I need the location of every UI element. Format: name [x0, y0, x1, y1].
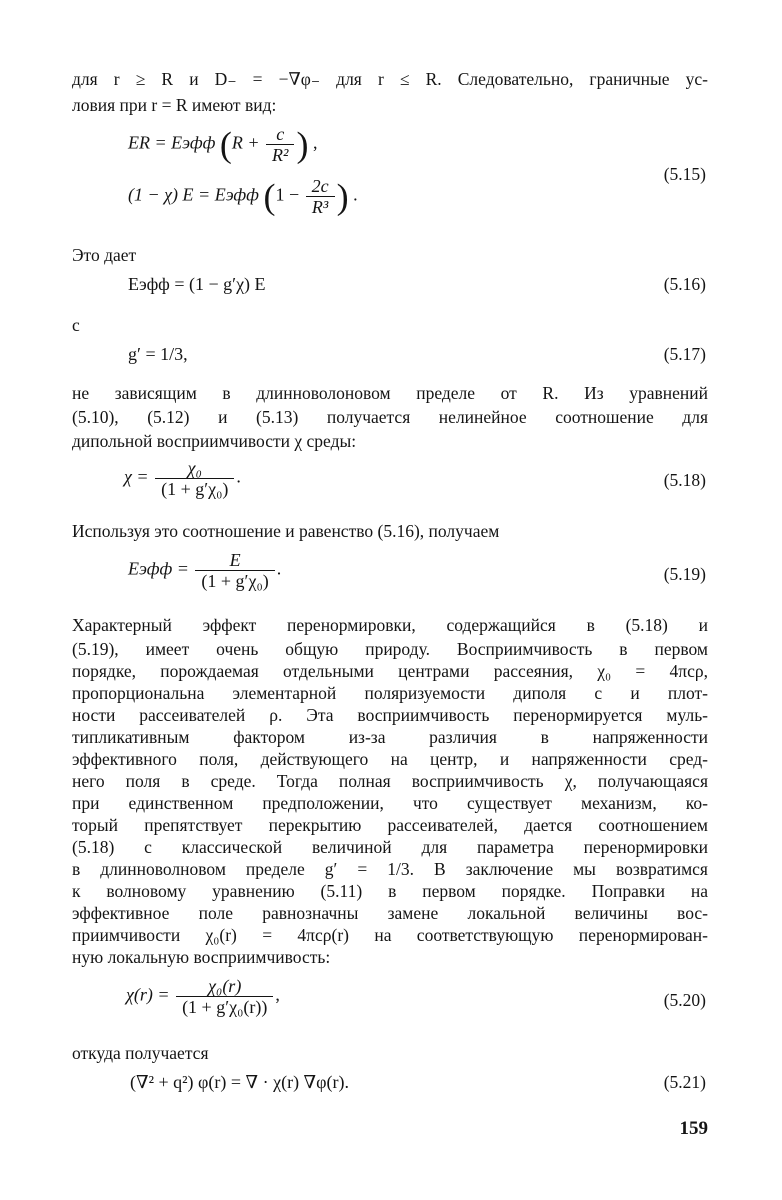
paren-open: (: [263, 176, 276, 217]
text-line: приимчивости χ₀(r) = 4πcρ(r) на соответствующую перенормирован-: [72, 925, 708, 945]
fraction: [195, 550, 274, 591]
text-line: Это дает: [72, 245, 137, 265]
eq-lhs: Eэфф =: [128, 558, 189, 579]
eq-punct: .: [353, 184, 358, 205]
text-line: в длинноволновом пределе g′ = 1/3. В заключение мы возвратимся: [72, 859, 708, 879]
equation-number: (5.15): [663, 164, 706, 184]
fraction: [306, 176, 335, 217]
paren-open: (: [219, 124, 232, 165]
text-line: ную локальную восприимчивость:: [72, 947, 331, 967]
fraction-denominator: (1 + g′χ₀): [161, 479, 229, 499]
text-line: эффективное поле равнозначны замене локальной величины вос-: [72, 903, 708, 923]
equation-5-17: g′ = 1/3,: [128, 344, 188, 364]
equation-number: (5.19): [663, 564, 706, 584]
text-line: (5.10), (5.12) и (5.13) получается нелинейное соотношение для: [72, 407, 708, 427]
paren-close: ): [296, 124, 309, 165]
equation-number: (5.20): [663, 990, 706, 1010]
fraction: [266, 124, 294, 165]
text-line: порядке, порождаемая отдельными центрами рассеяния, χ₀ = 4πcρ,: [72, 661, 708, 681]
equation-number: (5.18): [663, 470, 706, 490]
equation-number: (5.16): [663, 274, 706, 294]
equation-5-15-row2: [128, 176, 358, 217]
text-line: Характерный эффект перенормировки, содержащийся в (5.18) и: [72, 615, 708, 635]
text-line: Используя это соотношение и равенство (5.16), получаем: [72, 521, 500, 541]
equation-number: (5.21): [663, 1072, 706, 1092]
fraction-numerator: 2c: [306, 176, 335, 197]
fraction: [155, 458, 234, 499]
text-line: него поля в среде. Тогда полная восприимчивость χ, получающаяся: [72, 771, 708, 791]
text-line: пропорциональна элементарной поляризуемости диполя c и плот-: [72, 683, 708, 703]
text-line: при единственном предположении, что существует механизм, ко-: [72, 793, 708, 813]
fraction-numerator: χ₀: [155, 458, 234, 479]
fraction-numerator: E: [195, 550, 274, 571]
eq-punct: .: [236, 466, 241, 487]
fraction-denominator: (1 + g′χ₀(r)): [182, 997, 268, 1017]
text-line: (5.19), имеет очень общую природу. Восприимчивость в первом: [72, 639, 708, 659]
equation-5-18: [124, 458, 241, 499]
equation-5-16: Eэфф = (1 − g′χ) E: [128, 274, 266, 294]
eq-term: R +: [231, 132, 260, 153]
text-line: эффективного поля, действующего на центр, и напряженности сред-: [72, 749, 708, 769]
text-line: ности рассеивателей ρ. Эта восприимчивость перенормируется муль-: [72, 705, 708, 725]
fraction-denominator: R²: [272, 145, 289, 165]
fraction-denominator: R³: [311, 197, 329, 217]
equation-5-20: [126, 976, 280, 1017]
eq-punct: .: [276, 558, 282, 579]
eq-punct: ,: [312, 132, 318, 153]
equation-number: (5.17): [663, 344, 706, 364]
text-line: к волновому уравнению (5.11) в первом порядке. Поправки на: [72, 881, 708, 901]
fraction-numerator: c: [266, 124, 294, 145]
eq-term: 1 −: [275, 184, 300, 205]
eq-lhs: χ(r) =: [126, 984, 170, 1005]
text-line: откуда получается: [72, 1043, 209, 1063]
eq-lhs: ER = Eэфф: [128, 132, 216, 153]
text-line: торый препятствует перекрытию рассеивателей, дается соотношением: [72, 815, 708, 835]
text-line: типликативным фактором из-за различия в напряженности: [72, 727, 708, 747]
text-line: не зависящим в длинноволоновом пределе от R. Из уравнений: [72, 383, 708, 403]
equation-5-21: (∇² + q²) φ(r) = ∇ · χ(r) ∇φ(r).: [130, 1072, 349, 1092]
fraction-numerator: χ₀(r): [176, 976, 273, 997]
equation-5-19: [128, 550, 281, 591]
eq-lhs: χ =: [124, 466, 149, 487]
eq-lhs: (1 − χ) E = Eэфф: [128, 184, 259, 205]
equation-5-15-row1: [128, 124, 317, 165]
text-line: с: [72, 315, 80, 335]
text-line: (5.18) с классической величиной для параметра перенормировки: [72, 837, 708, 857]
page-number: 159: [679, 1118, 708, 1139]
eq-punct: ,: [275, 984, 280, 1005]
paren-close: ): [336, 176, 349, 217]
fraction: [176, 976, 273, 1017]
fraction-denominator: (1 + g′χ₀): [201, 571, 269, 591]
text-line: ловия при r = R имеют вид:: [72, 95, 277, 115]
text-line: дипольной восприимчивости χ среды:: [72, 431, 357, 451]
text-line: для r ≥ R и D₋ = −∇φ₋ для r ≤ R. Следовательно, граничные ус-: [72, 69, 708, 89]
